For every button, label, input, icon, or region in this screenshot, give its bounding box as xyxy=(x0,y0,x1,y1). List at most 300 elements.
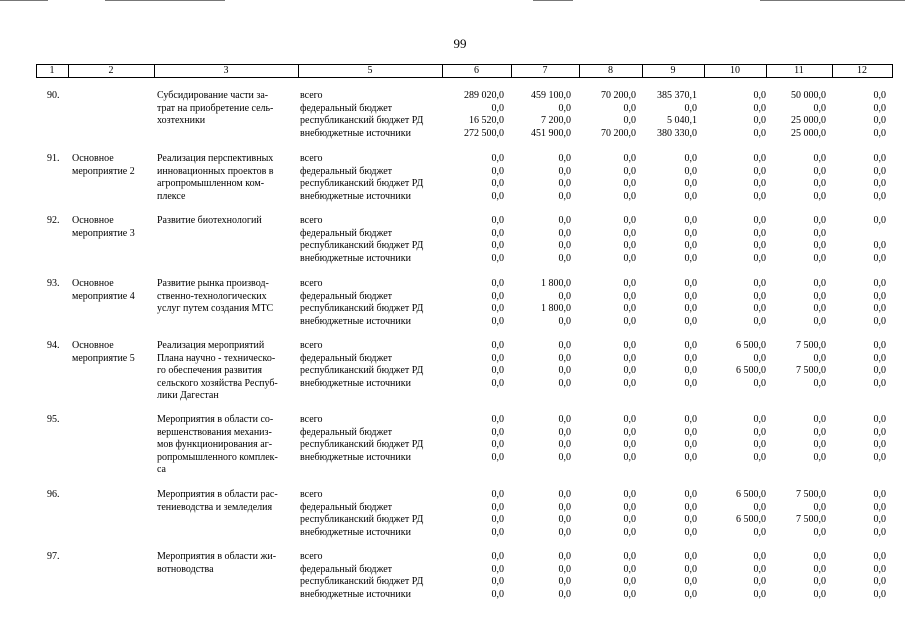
activity-name-line: Мероприятия в области жи- xyxy=(157,551,277,562)
value-cell: 0,0 xyxy=(558,439,571,450)
funding-source-label: всего xyxy=(300,278,323,289)
activity-name-line: мов функционирования аг- xyxy=(157,439,273,450)
value-cell: 6 500,0 xyxy=(736,489,766,500)
value-cell: 0,0 xyxy=(684,290,697,302)
value-cell: 0,0 xyxy=(623,377,636,389)
value-cell: 1 800,0 xyxy=(541,278,571,289)
value-cell: 0,0 xyxy=(873,501,886,513)
header-column-9: 9 xyxy=(670,65,676,76)
activity-name-line: Реализация мероприятий xyxy=(157,340,265,351)
value-cell: 0,0 xyxy=(491,489,504,500)
value-cell: 289 020,0 xyxy=(464,90,504,101)
header-column-3: 3 xyxy=(223,65,229,76)
value-cell: 0,0 xyxy=(753,303,766,314)
value-cell: 0,0 xyxy=(684,190,697,202)
value-cell: 0,0 xyxy=(813,190,826,202)
value-cell: 0,0 xyxy=(684,563,697,575)
funding-source-label: федеральный бюджет xyxy=(300,290,393,302)
value-cell: 0,0 xyxy=(491,352,504,364)
funding-source-label: внебюджетные источники xyxy=(300,252,411,264)
value-cell: 0,0 xyxy=(873,576,886,587)
value-cell: 0,0 xyxy=(753,252,766,264)
funding-source-label: федеральный бюджет xyxy=(300,563,393,575)
value-cell: 0,0 xyxy=(491,588,504,600)
row-measure xyxy=(72,340,154,365)
value-cell: 0,0 xyxy=(753,451,766,463)
row-activity-name xyxy=(157,489,297,514)
measure-line: мероприятие 3 xyxy=(72,227,135,239)
value-cell: 0,0 xyxy=(873,115,886,126)
value-cell: 7 500,0 xyxy=(796,489,826,500)
value-cell: 0,0 xyxy=(813,451,826,463)
value-cell: 380 330,0 xyxy=(657,127,697,139)
value-cell: 0,0 xyxy=(491,290,504,302)
value-cell: 0,0 xyxy=(558,165,571,177)
value-cell: 0,0 xyxy=(684,240,697,251)
row-number: 92. xyxy=(47,215,60,226)
funding-source-label: республиканский бюджет РД xyxy=(300,514,424,525)
funding-source-label: внебюджетные источники xyxy=(300,315,411,327)
value-cell: 0,0 xyxy=(558,352,571,364)
value-cell: 0,0 xyxy=(813,414,826,425)
value-cell: 459 100,0 xyxy=(531,90,571,101)
funding-source-label: внебюджетные источники xyxy=(300,190,411,202)
value-cell: 0,0 xyxy=(558,215,571,226)
value-cell: 0,0 xyxy=(753,501,766,513)
funding-sources xyxy=(300,153,450,203)
value-cell: 0,0 xyxy=(813,576,826,587)
value-cell: 0,0 xyxy=(491,303,504,314)
measure-line: мероприятие 5 xyxy=(72,352,135,364)
funding-source-label: федеральный бюджет xyxy=(300,102,393,114)
activity-name-line: ственно-технологических xyxy=(157,290,267,302)
value-cell: 0,0 xyxy=(491,365,504,376)
activity-name-line: плексе xyxy=(157,190,186,202)
value-cell: 0,0 xyxy=(623,352,636,364)
value-cell: 0,0 xyxy=(491,153,504,164)
value-cell: 0,0 xyxy=(684,551,697,562)
funding-sources xyxy=(300,489,450,539)
value-cell: 0,0 xyxy=(873,252,886,264)
value-cell: 0,0 xyxy=(753,127,766,139)
measure-line: мероприятие 2 xyxy=(72,165,135,177)
value-cell: 0,0 xyxy=(558,414,571,425)
value-cell: 0,0 xyxy=(623,240,636,251)
value-cell: 0,0 xyxy=(813,290,826,302)
row-number: 94. xyxy=(47,340,60,351)
row-activity-name xyxy=(157,340,297,403)
value-cell: 0,0 xyxy=(491,178,504,189)
value-cell: 0,0 xyxy=(491,551,504,562)
value-cell: 0,0 xyxy=(753,165,766,177)
header-column-10: 10 xyxy=(730,65,740,76)
funding-source-label: федеральный бюджет xyxy=(300,227,393,239)
value-cell: 0,0 xyxy=(623,278,636,289)
value-cell: 0,0 xyxy=(684,278,697,289)
activity-name-line: вотноводства xyxy=(157,563,214,575)
value-cell: 0,0 xyxy=(558,252,571,264)
value-cell: 0,0 xyxy=(684,303,697,314)
value-cell: 0,0 xyxy=(753,526,766,538)
header-column-7: 7 xyxy=(542,65,548,76)
value-cell: 0,0 xyxy=(558,588,571,600)
value-cell: 0,0 xyxy=(753,90,766,101)
value-cell: 0,0 xyxy=(623,303,636,314)
value-cell: 0,0 xyxy=(813,165,826,177)
funding-source-label: всего xyxy=(300,489,323,500)
value-cell: 0,0 xyxy=(753,576,766,587)
funding-sources xyxy=(300,215,450,265)
value-cell: 385 370,1 xyxy=(657,90,697,101)
activity-name-line: агропромышленном ком- xyxy=(157,178,265,189)
measure-line: мероприятие 4 xyxy=(72,290,135,302)
value-cell: 0,0 xyxy=(558,340,571,351)
row-number: 97. xyxy=(47,551,60,562)
value-cell: 0,0 xyxy=(873,377,886,389)
activity-name-line: Развитие рынка производ- xyxy=(157,278,269,289)
value-cell: 0,0 xyxy=(753,178,766,189)
value-cell: 0,0 xyxy=(873,315,886,327)
value-cell: 0,0 xyxy=(623,153,636,164)
value-cell: 7 200,0 xyxy=(541,115,571,126)
value-cell: 0,0 xyxy=(873,190,886,202)
value-cell: 0,0 xyxy=(623,227,636,239)
value-cell: 0,0 xyxy=(873,365,886,376)
value-cell: 0,0 xyxy=(873,215,886,226)
value-cell: 0,0 xyxy=(623,576,636,587)
value-cell: 7 500,0 xyxy=(796,514,826,525)
value-cell: 0,0 xyxy=(873,102,886,114)
value-cell: 0,0 xyxy=(623,315,636,327)
value-cell: 0,0 xyxy=(623,451,636,463)
value-cell: 0,0 xyxy=(753,290,766,302)
funding-source-label: республиканский бюджет РД xyxy=(300,115,424,126)
funding-source-label: внебюджетные источники xyxy=(300,127,411,139)
funding-source-label: всего xyxy=(300,551,323,562)
funding-source-label: республиканский бюджет РД xyxy=(300,240,424,251)
value-cell: 0,0 xyxy=(873,451,886,463)
value-cell: 0,0 xyxy=(753,439,766,450)
value-cell: 0,0 xyxy=(753,563,766,575)
row-number: 90. xyxy=(47,90,60,101)
funding-sources xyxy=(300,414,450,464)
value-cell: 0,0 xyxy=(813,278,826,289)
value-cell: 0,0 xyxy=(873,414,886,425)
value-cell: 0,0 xyxy=(753,278,766,289)
value-cell: 0,0 xyxy=(753,551,766,562)
value-cell: 0,0 xyxy=(873,240,886,251)
funding-source-label: республиканский бюджет РД xyxy=(300,178,424,189)
page-number: 99 xyxy=(453,36,467,51)
value-cell: 0,0 xyxy=(684,451,697,463)
value-cell: 0,0 xyxy=(753,377,766,389)
funding-sources xyxy=(300,551,450,601)
value-cell: 0,0 xyxy=(753,315,766,327)
value-cell: 0,0 xyxy=(558,365,571,376)
value-cell: 50 000,0 xyxy=(791,90,826,101)
funding-source-label: федеральный бюджет xyxy=(300,165,393,177)
value-cell: 0,0 xyxy=(623,102,636,114)
value-cell: 0,0 xyxy=(684,215,697,226)
value-cell: 0,0 xyxy=(491,102,504,114)
value-cell: 7 500,0 xyxy=(796,340,826,351)
value-cell: 6 500,0 xyxy=(736,514,766,525)
value-cell: 0,0 xyxy=(684,377,697,389)
value-cell: 0,0 xyxy=(623,340,636,351)
activity-name-line: го обеспечения развития xyxy=(157,365,263,376)
funding-sources xyxy=(300,340,450,390)
value-cell: 0,0 xyxy=(813,102,826,114)
value-cell: 0,0 xyxy=(873,489,886,500)
value-cell: 0,0 xyxy=(623,588,636,600)
activity-name-line: хозтехники xyxy=(157,115,206,126)
value-cell: 0,0 xyxy=(491,190,504,202)
measure-line: Основное xyxy=(72,153,114,164)
row-measure xyxy=(72,215,154,240)
value-cell: 0,0 xyxy=(558,240,571,251)
activity-name-line: ропромышленного комплек- xyxy=(157,451,278,463)
measure-line: Основное xyxy=(72,340,114,351)
value-cell: 272 500,0 xyxy=(464,127,504,139)
value-cell: 0,0 xyxy=(623,414,636,425)
value-cell: 0,0 xyxy=(558,315,571,327)
row-measure xyxy=(72,278,154,303)
funding-source-label: республиканский бюджет РД xyxy=(300,576,424,587)
value-cell: 0,0 xyxy=(491,563,504,575)
value-cell: 0,0 xyxy=(623,290,636,302)
value-cell: 0,0 xyxy=(813,303,826,314)
value-cell: 0,0 xyxy=(873,178,886,189)
value-cell: 0,0 xyxy=(813,215,826,226)
value-cell: 0,0 xyxy=(813,153,826,164)
value-cell: 0,0 xyxy=(623,526,636,538)
header-column-1: 1 xyxy=(49,65,55,76)
value-cell: 0,0 xyxy=(491,377,504,389)
value-cell: 0,0 xyxy=(813,588,826,600)
value-cell: 0,0 xyxy=(684,352,697,364)
value-cell: 0,0 xyxy=(873,514,886,525)
value-cell: 70 200,0 xyxy=(601,127,636,139)
row-activity-name xyxy=(157,414,297,477)
value-cell: 0,0 xyxy=(558,489,571,500)
value-cell: 0,0 xyxy=(684,514,697,525)
measure-line: Основное xyxy=(72,215,114,226)
activity-name-line: Реализация перспективных xyxy=(157,153,274,164)
value-cell: 0,0 xyxy=(491,576,504,587)
value-cell: 0,0 xyxy=(684,165,697,177)
funding-source-label: внебюджетные источники xyxy=(300,588,411,600)
value-cell: 0,0 xyxy=(684,227,697,239)
value-cell: 0,0 xyxy=(753,215,766,226)
value-cell: 0,0 xyxy=(873,439,886,450)
value-cell: 0,0 xyxy=(491,240,504,251)
value-cell: 0,0 xyxy=(753,588,766,600)
value-cell: 0,0 xyxy=(873,340,886,351)
value-cell: 0,0 xyxy=(684,526,697,538)
measure-line: Основное xyxy=(72,278,114,289)
funding-source-label: республиканский бюджет РД xyxy=(300,303,424,314)
funding-source-label: федеральный бюджет xyxy=(300,501,393,513)
value-cell: 0,0 xyxy=(684,153,697,164)
value-cell: 0,0 xyxy=(873,165,886,177)
value-cell: 0,0 xyxy=(558,426,571,438)
row-activity-name xyxy=(157,278,297,316)
value-cell: 0,0 xyxy=(623,514,636,525)
value-cell: 0,0 xyxy=(623,365,636,376)
value-cell: 0,0 xyxy=(558,190,571,202)
value-cell: 0,0 xyxy=(491,252,504,264)
value-cell: 0,0 xyxy=(558,526,571,538)
value-cell: 0,0 xyxy=(813,426,826,438)
row-activity-name xyxy=(157,215,297,228)
value-cell: 70 200,0 xyxy=(601,90,636,101)
row-measure xyxy=(72,153,154,178)
value-cell: 0,0 xyxy=(813,377,826,389)
value-cell: 0,0 xyxy=(623,178,636,189)
activity-name-line: Мероприятия в области со- xyxy=(157,414,274,425)
value-cell: 0,0 xyxy=(491,227,504,239)
value-cell: 0,0 xyxy=(558,227,571,239)
value-cell: 0,0 xyxy=(558,102,571,114)
value-cell: 0,0 xyxy=(491,501,504,513)
funding-source-label: республиканский бюджет РД xyxy=(300,365,424,376)
value-cell: 0,0 xyxy=(684,489,697,500)
value-cell: 0,0 xyxy=(684,414,697,425)
value-cell: 0,0 xyxy=(813,526,826,538)
activity-name-line: лики Дагестан xyxy=(157,390,219,401)
value-cell: 0,0 xyxy=(623,551,636,562)
value-cell: 0,0 xyxy=(623,252,636,264)
header-column-2: 2 xyxy=(108,65,114,76)
activity-name-line: трат на приобретение сель- xyxy=(157,102,274,114)
activity-name-line: инновационных проектов в xyxy=(157,165,274,177)
header-column-12: 12 xyxy=(857,65,867,76)
activity-name-line: Субсидирование части за- xyxy=(157,90,269,101)
value-cell: 0,0 xyxy=(684,439,697,450)
value-cell: 0,0 xyxy=(753,240,766,251)
row-activity-name xyxy=(157,90,297,128)
value-cell: 0,0 xyxy=(623,165,636,177)
funding-source-label: всего xyxy=(300,90,323,101)
value-cell: 25 000,0 xyxy=(791,127,826,139)
value-cell: 0,0 xyxy=(558,451,571,463)
value-cell: 0,0 xyxy=(873,588,886,600)
value-cell: 0,0 xyxy=(684,588,697,600)
value-cell: 0,0 xyxy=(558,377,571,389)
value-cell: 0,0 xyxy=(753,190,766,202)
row-number: 91. xyxy=(47,153,60,164)
header-column-8: 8 xyxy=(608,65,613,76)
funding-source-label: внебюджетные источники xyxy=(300,377,411,389)
value-cell: 0,0 xyxy=(623,489,636,500)
value-cell: 7 500,0 xyxy=(796,365,826,376)
activity-name-line: услуг путем создания МТС xyxy=(157,303,274,314)
value-cell: 0,0 xyxy=(491,426,504,438)
header-column-6: 6 xyxy=(474,65,479,76)
value-cell: 0,0 xyxy=(753,352,766,364)
value-cell: 0,0 xyxy=(623,563,636,575)
value-cell: 0,0 xyxy=(684,426,697,438)
value-cell: 0,0 xyxy=(873,551,886,562)
activity-name-line: тениеводства и земледелия xyxy=(157,501,273,513)
value-cell: 0,0 xyxy=(684,102,697,114)
activity-name-line: Развитие биотехнологий xyxy=(157,215,262,226)
value-cell: 0,0 xyxy=(491,439,504,450)
value-cell: 0,0 xyxy=(623,439,636,450)
value-cell: 451 900,0 xyxy=(531,127,571,139)
funding-source-label: внебюджетные источники xyxy=(300,451,411,463)
value-cell: 0,0 xyxy=(623,190,636,202)
value-cell: 16 520,0 xyxy=(469,115,504,126)
value-cell: 6 500,0 xyxy=(736,340,766,351)
value-cell: 0,0 xyxy=(684,340,697,351)
value-cell: 6 500,0 xyxy=(736,365,766,376)
value-cell: 0,0 xyxy=(558,563,571,575)
value-cell: 0,0 xyxy=(558,576,571,587)
value-cell: 0,0 xyxy=(813,315,826,327)
funding-source-label: федеральный бюджет xyxy=(300,426,393,438)
value-cell: 25 000,0 xyxy=(791,115,826,126)
value-cell: 0,0 xyxy=(873,278,886,289)
value-cell: 0,0 xyxy=(558,514,571,525)
funding-source-label: федеральный бюджет xyxy=(300,352,393,364)
activity-name-line: вершенствования механиз- xyxy=(157,426,272,438)
row-activity-name xyxy=(157,153,297,203)
value-cell: 0,0 xyxy=(684,315,697,327)
value-cell: 0,0 xyxy=(491,526,504,538)
value-cell: 0,0 xyxy=(684,252,697,264)
value-cell: 0,0 xyxy=(491,451,504,463)
value-cell: 0,0 xyxy=(558,290,571,302)
value-cell: 0,0 xyxy=(753,153,766,164)
row-number: 95. xyxy=(47,414,60,425)
funding-source-label: республиканский бюджет РД xyxy=(300,439,424,450)
value-cell: 0,0 xyxy=(623,215,636,226)
value-cell: 0,0 xyxy=(491,215,504,226)
value-cell: 0,0 xyxy=(873,290,886,302)
value-cell: 0,0 xyxy=(753,115,766,126)
value-cell: 0,0 xyxy=(753,414,766,425)
value-cell: 0,0 xyxy=(558,551,571,562)
value-cell: 0,0 xyxy=(813,551,826,562)
value-cell: 0,0 xyxy=(813,352,826,364)
activity-name-line: Плана научно - техническо- xyxy=(157,352,276,364)
value-cell: 0,0 xyxy=(813,252,826,264)
value-cell: 0,0 xyxy=(491,414,504,425)
value-cell: 0,0 xyxy=(813,563,826,575)
value-cell: 0,0 xyxy=(873,90,886,101)
value-cell: 0,0 xyxy=(753,102,766,114)
funding-sources xyxy=(300,90,450,140)
value-cell: 0,0 xyxy=(491,315,504,327)
row-number: 96. xyxy=(47,489,60,500)
value-cell: 0,0 xyxy=(491,514,504,525)
value-cell: 0,0 xyxy=(491,165,504,177)
value-cell: 0,0 xyxy=(813,178,826,189)
header-column-5: 5 xyxy=(367,65,373,76)
value-cell: 5 040,1 xyxy=(667,115,697,126)
row-number: 93. xyxy=(47,278,60,289)
value-cell: 0,0 xyxy=(558,178,571,189)
value-cell: 0,0 xyxy=(813,227,826,239)
funding-source-label: всего xyxy=(300,414,323,425)
value-cell: 0,0 xyxy=(684,178,697,189)
value-cell: 0,0 xyxy=(491,278,504,289)
row-activity-name xyxy=(157,551,297,576)
value-cell: 0,0 xyxy=(873,303,886,314)
value-cell: 0,0 xyxy=(684,365,697,376)
funding-source-label: всего xyxy=(300,215,323,226)
